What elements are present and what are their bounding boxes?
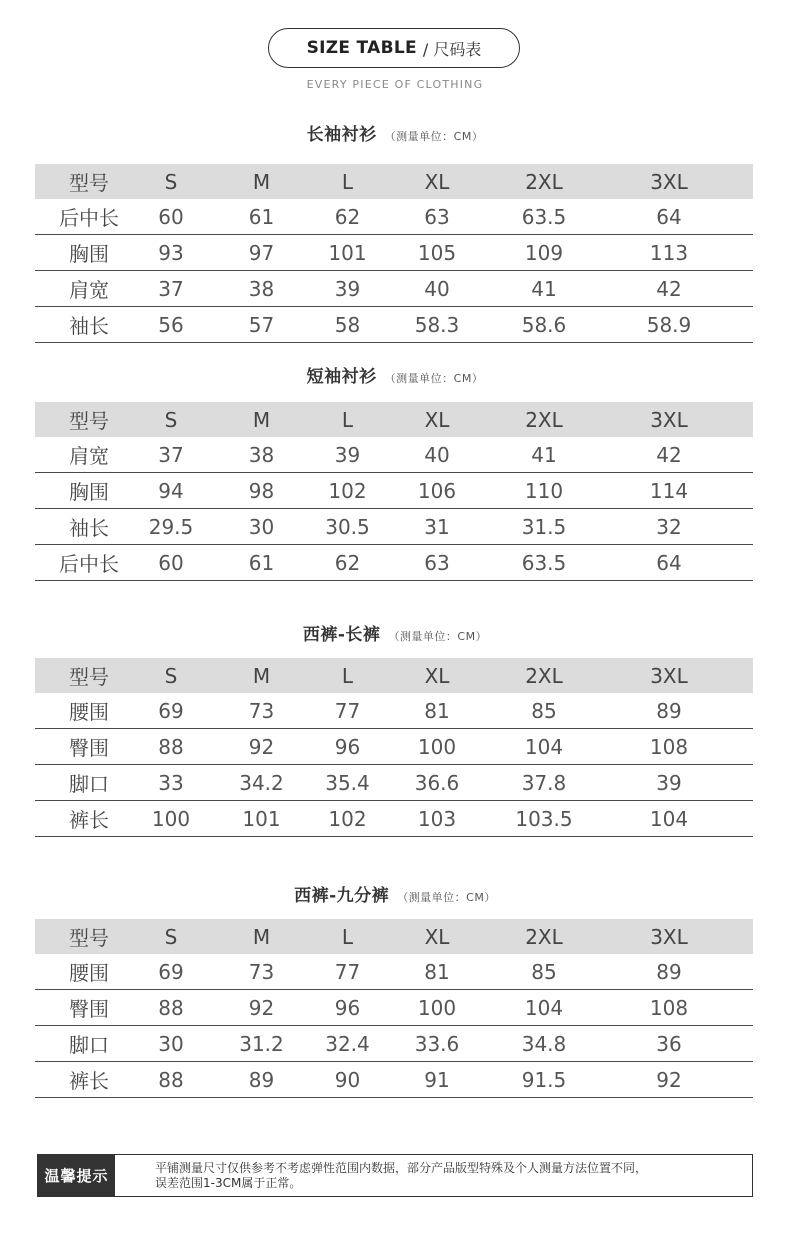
column-header-size: S: [143, 919, 199, 954]
row-label-cell: 袖长: [35, 307, 143, 343]
size-table-short-sleeve-shirt: [35, 402, 753, 581]
column-header-size: 3XL: [585, 164, 753, 199]
size-value-cell: 81: [371, 954, 503, 990]
size-table-header: [268, 28, 520, 68]
size-value-cell: 36.6: [371, 765, 503, 801]
column-header-size: 2XL: [503, 919, 585, 954]
table-row: [35, 990, 753, 1026]
column-header-label: 型号: [35, 919, 143, 954]
header-title-cn: / 尺码表: [422, 39, 482, 59]
size-value-cell: 61: [199, 545, 324, 581]
row-label-cell: 臀围: [35, 729, 143, 765]
size-value-cell: 63.5: [503, 199, 585, 235]
size-value-cell: 41: [503, 271, 585, 307]
table-row: [35, 509, 753, 545]
size-value-cell: 64: [585, 199, 753, 235]
section-title-trousers-long: [0, 620, 790, 645]
row-label-cell: 裤长: [35, 801, 143, 837]
size-value-cell: 88: [143, 990, 199, 1026]
size-value-cell: 92: [585, 1062, 753, 1098]
table-row: [35, 235, 753, 271]
table-row: [35, 729, 753, 765]
size-value-cell: 85: [503, 693, 585, 729]
size-value-cell: 62: [324, 545, 371, 581]
row-label-cell: 脚口: [35, 1026, 143, 1062]
size-value-cell: 101: [199, 801, 324, 837]
column-header-size: XL: [371, 919, 503, 954]
column-header-size: S: [143, 164, 199, 199]
size-value-cell: 102: [324, 473, 371, 509]
size-value-cell: 40: [371, 437, 503, 473]
section-title-trousers-cropped: [0, 881, 790, 906]
size-value-cell: 57: [199, 307, 324, 343]
column-header-size: XL: [371, 402, 503, 437]
row-label-cell: 胸围: [35, 235, 143, 271]
table-row: [35, 307, 753, 343]
column-header-size: L: [324, 658, 371, 693]
column-header-size: XL: [371, 658, 503, 693]
table-row: [35, 199, 753, 235]
column-header-size: L: [324, 919, 371, 954]
size-value-cell: 32: [585, 509, 753, 545]
size-value-cell: 96: [324, 729, 371, 765]
row-label-cell: 后中长: [35, 545, 143, 581]
size-value-cell: 63: [371, 545, 503, 581]
size-value-cell: 92: [199, 990, 324, 1026]
size-value-cell: 58.3: [371, 307, 503, 343]
size-value-cell: 62: [324, 199, 371, 235]
column-header-size: M: [199, 402, 324, 437]
table-row: [35, 473, 753, 509]
header-title-en: SIZE TABLE: [306, 38, 417, 58]
header-subtitle: EVERY PIECE OF CLOTHING: [306, 78, 484, 91]
size-value-cell: 77: [324, 693, 371, 729]
tip-label: 温馨提示: [38, 1155, 115, 1196]
size-value-cell: 90: [324, 1062, 371, 1098]
column-header-size: L: [324, 164, 371, 199]
size-value-cell: 89: [585, 693, 753, 729]
size-value-cell: 38: [199, 437, 324, 473]
size-table-trousers-cropped: [35, 919, 753, 1098]
size-value-cell: 58: [324, 307, 371, 343]
row-label-cell: 胸围: [35, 473, 143, 509]
column-header-size: 3XL: [585, 919, 753, 954]
size-value-cell: 96: [324, 990, 371, 1026]
header-row: [35, 402, 753, 437]
column-header-size: XL: [371, 164, 503, 199]
size-value-cell: 104: [503, 729, 585, 765]
size-value-cell: 31.2: [199, 1026, 324, 1062]
size-table-trousers-long: [35, 658, 753, 837]
size-value-cell: 40: [371, 271, 503, 307]
size-value-cell: 73: [199, 954, 324, 990]
size-value-cell: 94: [143, 473, 199, 509]
size-value-cell: 39: [324, 271, 371, 307]
section-name: 短袖衬衫: [306, 367, 377, 387]
table-row: [35, 1062, 753, 1098]
size-value-cell: 89: [585, 954, 753, 990]
section-name: 西裤-九分裤: [294, 886, 390, 906]
size-value-cell: 100: [143, 801, 199, 837]
size-value-cell: 60: [143, 545, 199, 581]
size-value-cell: 103: [371, 801, 503, 837]
table-row: [35, 954, 753, 990]
size-value-cell: 91: [371, 1062, 503, 1098]
size-value-cell: 42: [585, 437, 753, 473]
tip-line-1: 平铺测量尺寸仅供参考不考虑弹性范围内数据，部分产品版型特殊及个人测量方法位置不同，: [155, 1161, 648, 1175]
column-header-size: 2XL: [503, 402, 585, 437]
header-row: [35, 919, 753, 954]
tip-line-2: 误差范围1-3CM属于正常。: [155, 1176, 302, 1190]
size-value-cell: 81: [371, 693, 503, 729]
section-unit: （测量单位：CM）: [388, 630, 488, 643]
size-value-cell: 89: [199, 1062, 324, 1098]
section-unit: （测量单位：CM）: [384, 372, 484, 385]
size-value-cell: 98: [199, 473, 324, 509]
size-value-cell: 101: [324, 235, 371, 271]
row-label-cell: 肩宽: [35, 271, 143, 307]
size-value-cell: 104: [503, 990, 585, 1026]
size-value-cell: 69: [143, 954, 199, 990]
row-label-cell: 后中长: [35, 199, 143, 235]
size-value-cell: 35.4: [324, 765, 371, 801]
section-unit: （测量单位：CM）: [384, 130, 484, 143]
column-header-label: 型号: [35, 658, 143, 693]
size-value-cell: 39: [324, 437, 371, 473]
table-row: [35, 801, 753, 837]
size-value-cell: 109: [503, 235, 585, 271]
size-value-cell: 30.5: [324, 509, 371, 545]
column-header-label: 型号: [35, 402, 143, 437]
size-value-cell: 41: [503, 437, 585, 473]
size-value-cell: 34.2: [199, 765, 324, 801]
column-header-size: 3XL: [585, 402, 753, 437]
size-value-cell: 29.5: [143, 509, 199, 545]
size-value-cell: 92: [199, 729, 324, 765]
column-header-size: S: [143, 658, 199, 693]
column-header-size: M: [199, 919, 324, 954]
size-value-cell: 100: [371, 729, 503, 765]
size-value-cell: 103.5: [503, 801, 585, 837]
size-value-cell: 33.6: [371, 1026, 503, 1062]
size-value-cell: 77: [324, 954, 371, 990]
table-row: [35, 271, 753, 307]
size-value-cell: 113: [585, 235, 753, 271]
size-value-cell: 91.5: [503, 1062, 585, 1098]
size-value-cell: 36: [585, 1026, 753, 1062]
size-value-cell: 37: [143, 437, 199, 473]
row-label-cell: 袖长: [35, 509, 143, 545]
size-value-cell: 30: [143, 1026, 199, 1062]
row-label-cell: 臀围: [35, 990, 143, 1026]
size-value-cell: 64: [585, 545, 753, 581]
header-row: [35, 658, 753, 693]
table-row: [35, 765, 753, 801]
size-value-cell: 34.8: [503, 1026, 585, 1062]
size-value-cell: 58.6: [503, 307, 585, 343]
size-value-cell: 38: [199, 271, 324, 307]
tip-text: [115, 1155, 647, 1196]
row-label-cell: 肩宽: [35, 437, 143, 473]
row-label-cell: 脚口: [35, 765, 143, 801]
size-value-cell: 110: [503, 473, 585, 509]
size-table-long-sleeve-shirt: [35, 164, 753, 343]
column-header-size: 2XL: [503, 164, 585, 199]
size-value-cell: 108: [585, 729, 753, 765]
size-value-cell: 61: [199, 199, 324, 235]
size-value-cell: 31.5: [503, 509, 585, 545]
size-value-cell: 39: [585, 765, 753, 801]
column-header-size: S: [143, 402, 199, 437]
section-title-long-sleeve-shirt: [0, 120, 790, 145]
size-value-cell: 100: [371, 990, 503, 1026]
size-value-cell: 108: [585, 990, 753, 1026]
size-value-cell: 37: [143, 271, 199, 307]
row-label-cell: 裤长: [35, 1062, 143, 1098]
size-value-cell: 69: [143, 693, 199, 729]
header-row: [35, 164, 753, 199]
table-row: [35, 1026, 753, 1062]
size-value-cell: 56: [143, 307, 199, 343]
size-value-cell: 30: [199, 509, 324, 545]
size-value-cell: 97: [199, 235, 324, 271]
size-value-cell: 102: [324, 801, 371, 837]
table-row: [35, 437, 753, 473]
section-name: 长袖衬衫: [306, 125, 377, 145]
size-value-cell: 33: [143, 765, 199, 801]
column-header-size: L: [324, 402, 371, 437]
section-unit: （测量单位：CM）: [397, 891, 496, 904]
size-value-cell: 88: [143, 729, 199, 765]
size-value-cell: 105: [371, 235, 503, 271]
size-value-cell: 88: [143, 1062, 199, 1098]
column-header-size: M: [199, 658, 324, 693]
size-value-cell: 63.5: [503, 545, 585, 581]
size-value-cell: 114: [585, 473, 753, 509]
section-title-short-sleeve-shirt: [0, 362, 790, 387]
row-label-cell: 腰围: [35, 954, 143, 990]
table-row: [35, 693, 753, 729]
size-value-cell: 63: [371, 199, 503, 235]
column-header-size: 2XL: [503, 658, 585, 693]
column-header-size: M: [199, 164, 324, 199]
size-value-cell: 60: [143, 199, 199, 235]
size-value-cell: 37.8: [503, 765, 585, 801]
section-name: 西裤-长裤: [302, 625, 381, 645]
size-value-cell: 58.9: [585, 307, 753, 343]
size-value-cell: 42: [585, 271, 753, 307]
table-row: [35, 545, 753, 581]
size-value-cell: 85: [503, 954, 585, 990]
size-value-cell: 106: [371, 473, 503, 509]
size-value-cell: 104: [585, 801, 753, 837]
tip-box: [37, 1154, 753, 1197]
row-label-cell: 腰围: [35, 693, 143, 729]
size-value-cell: 32.4: [324, 1026, 371, 1062]
size-value-cell: 93: [143, 235, 199, 271]
column-header-label: 型号: [35, 164, 143, 199]
size-value-cell: 73: [199, 693, 324, 729]
size-value-cell: 31: [371, 509, 503, 545]
column-header-size: 3XL: [585, 658, 753, 693]
